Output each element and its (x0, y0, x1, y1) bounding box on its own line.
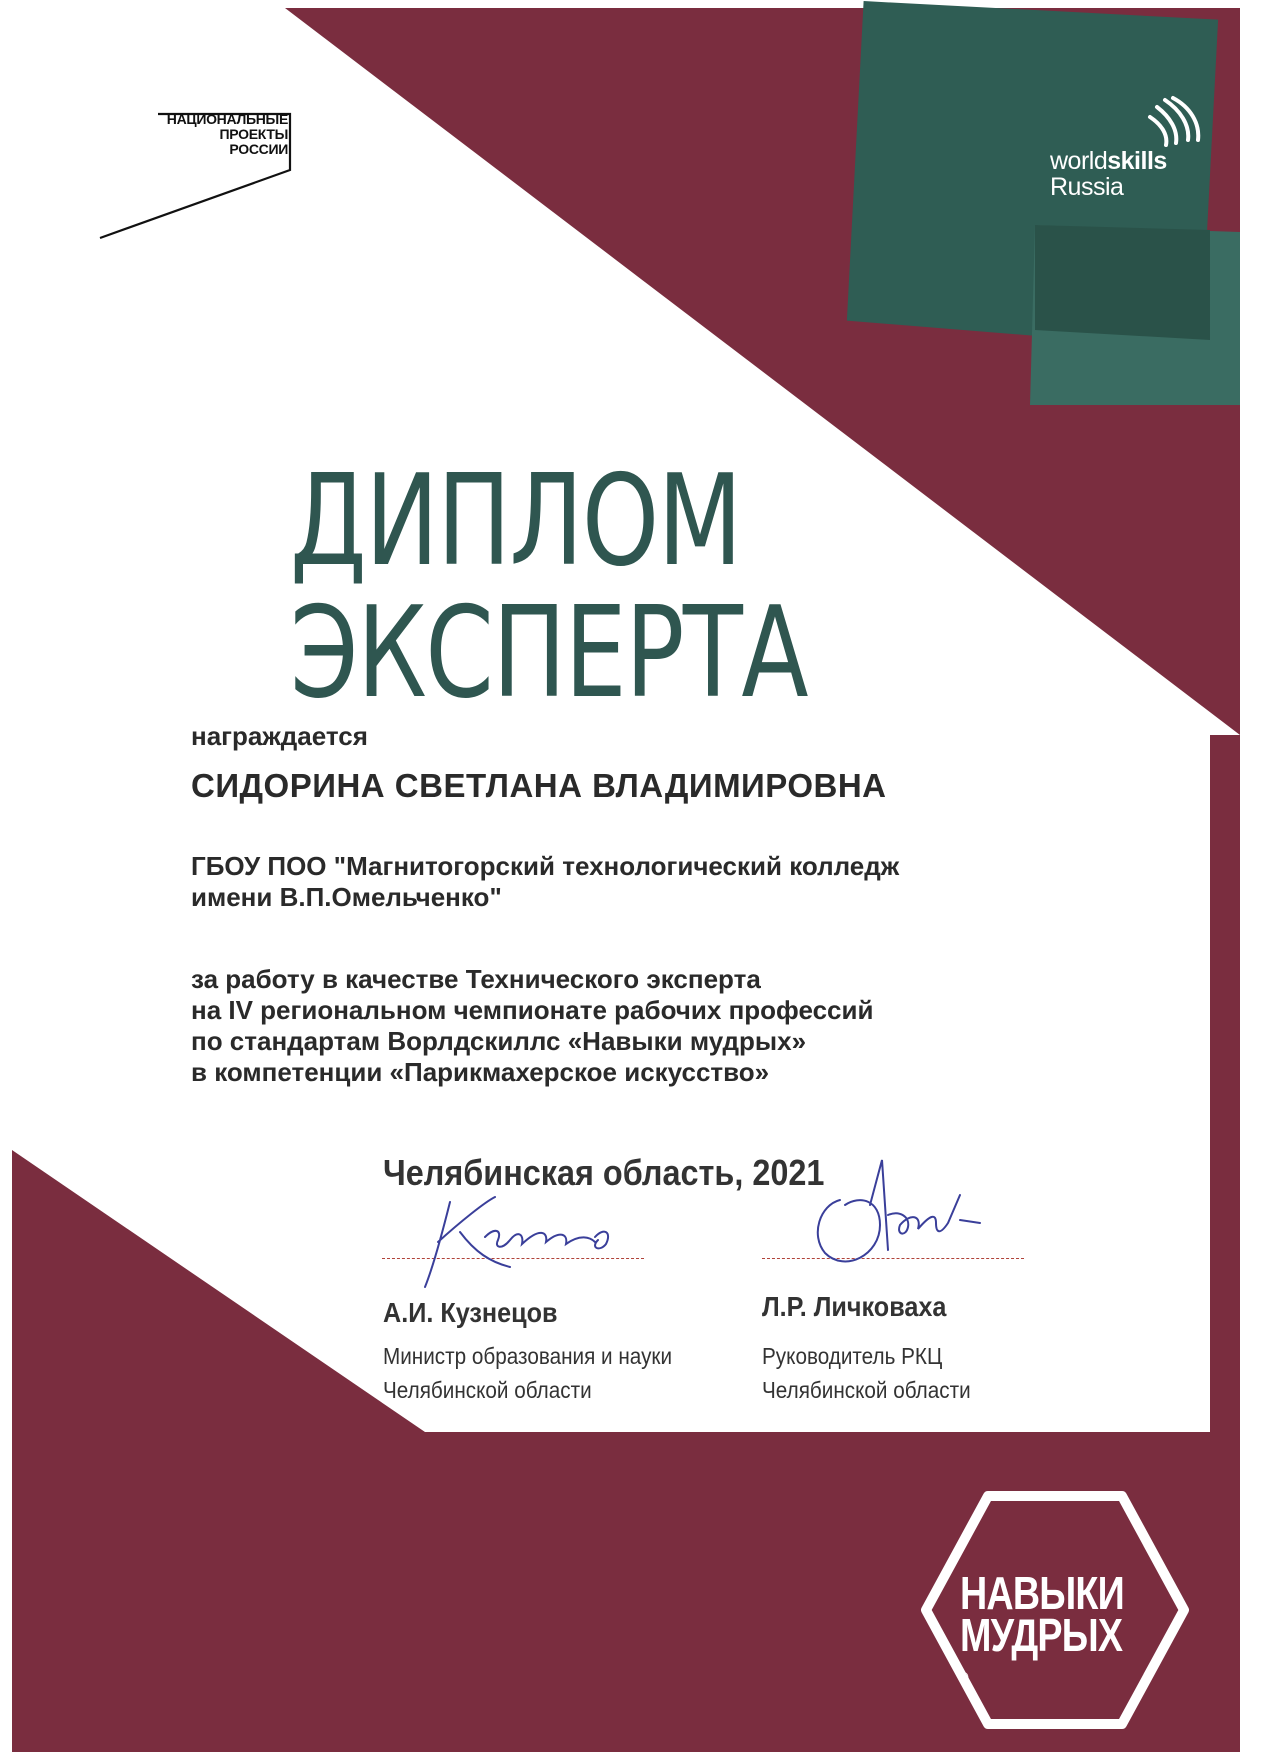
signature-2 (800, 1155, 990, 1275)
award-reason: за работу в качестве Технического эксперта на IV региональном чемпионате рабочих профессий по стандартам Ворлдскиллс «Навыки мудрых» в компетенции «Парикмахерское искусство» (191, 964, 874, 1087)
signatory-1-role: Министр образования и науки Челябинской области (383, 1343, 673, 1403)
title-line-2: ЭКСПЕРТА (290, 579, 808, 726)
signatory-2-name: Л.Р. Личковаха (762, 1291, 947, 1322)
signature-1 (390, 1182, 650, 1292)
navyki-mudrykh-logo-text: НАВЫКИ МУДРЫХ ® (960, 1567, 1124, 1685)
region-year: Челябинская область, 2021 (383, 1152, 825, 1193)
awarded-label: награждается (191, 721, 368, 751)
signatory-1-name: А.И. Кузнецов (383, 1297, 558, 1328)
teal-square-overlap (1035, 225, 1210, 340)
title-line-1: ДИПЛОМ (290, 447, 741, 594)
national-projects-logo-text: НАЦИОНАЛЬНЫЕ ПРОЕКТЫ РОССИИ (166, 111, 288, 157)
diploma-title (290, 447, 808, 726)
organization: ГБОУ ПОО "Магнитогорский технологический колледж имени В.П.Омельченко" (191, 851, 900, 912)
recipient-name: СИДОРИНА СВЕТЛАНА ВЛАДИМИРОВНА (191, 767, 887, 804)
signatory-2-role: Руководитель РКЦ Челябинской области (762, 1343, 971, 1403)
burgundy-right-strip (1210, 735, 1240, 1432)
worldskills-logo-text: worldskills Russia (1050, 147, 1167, 201)
